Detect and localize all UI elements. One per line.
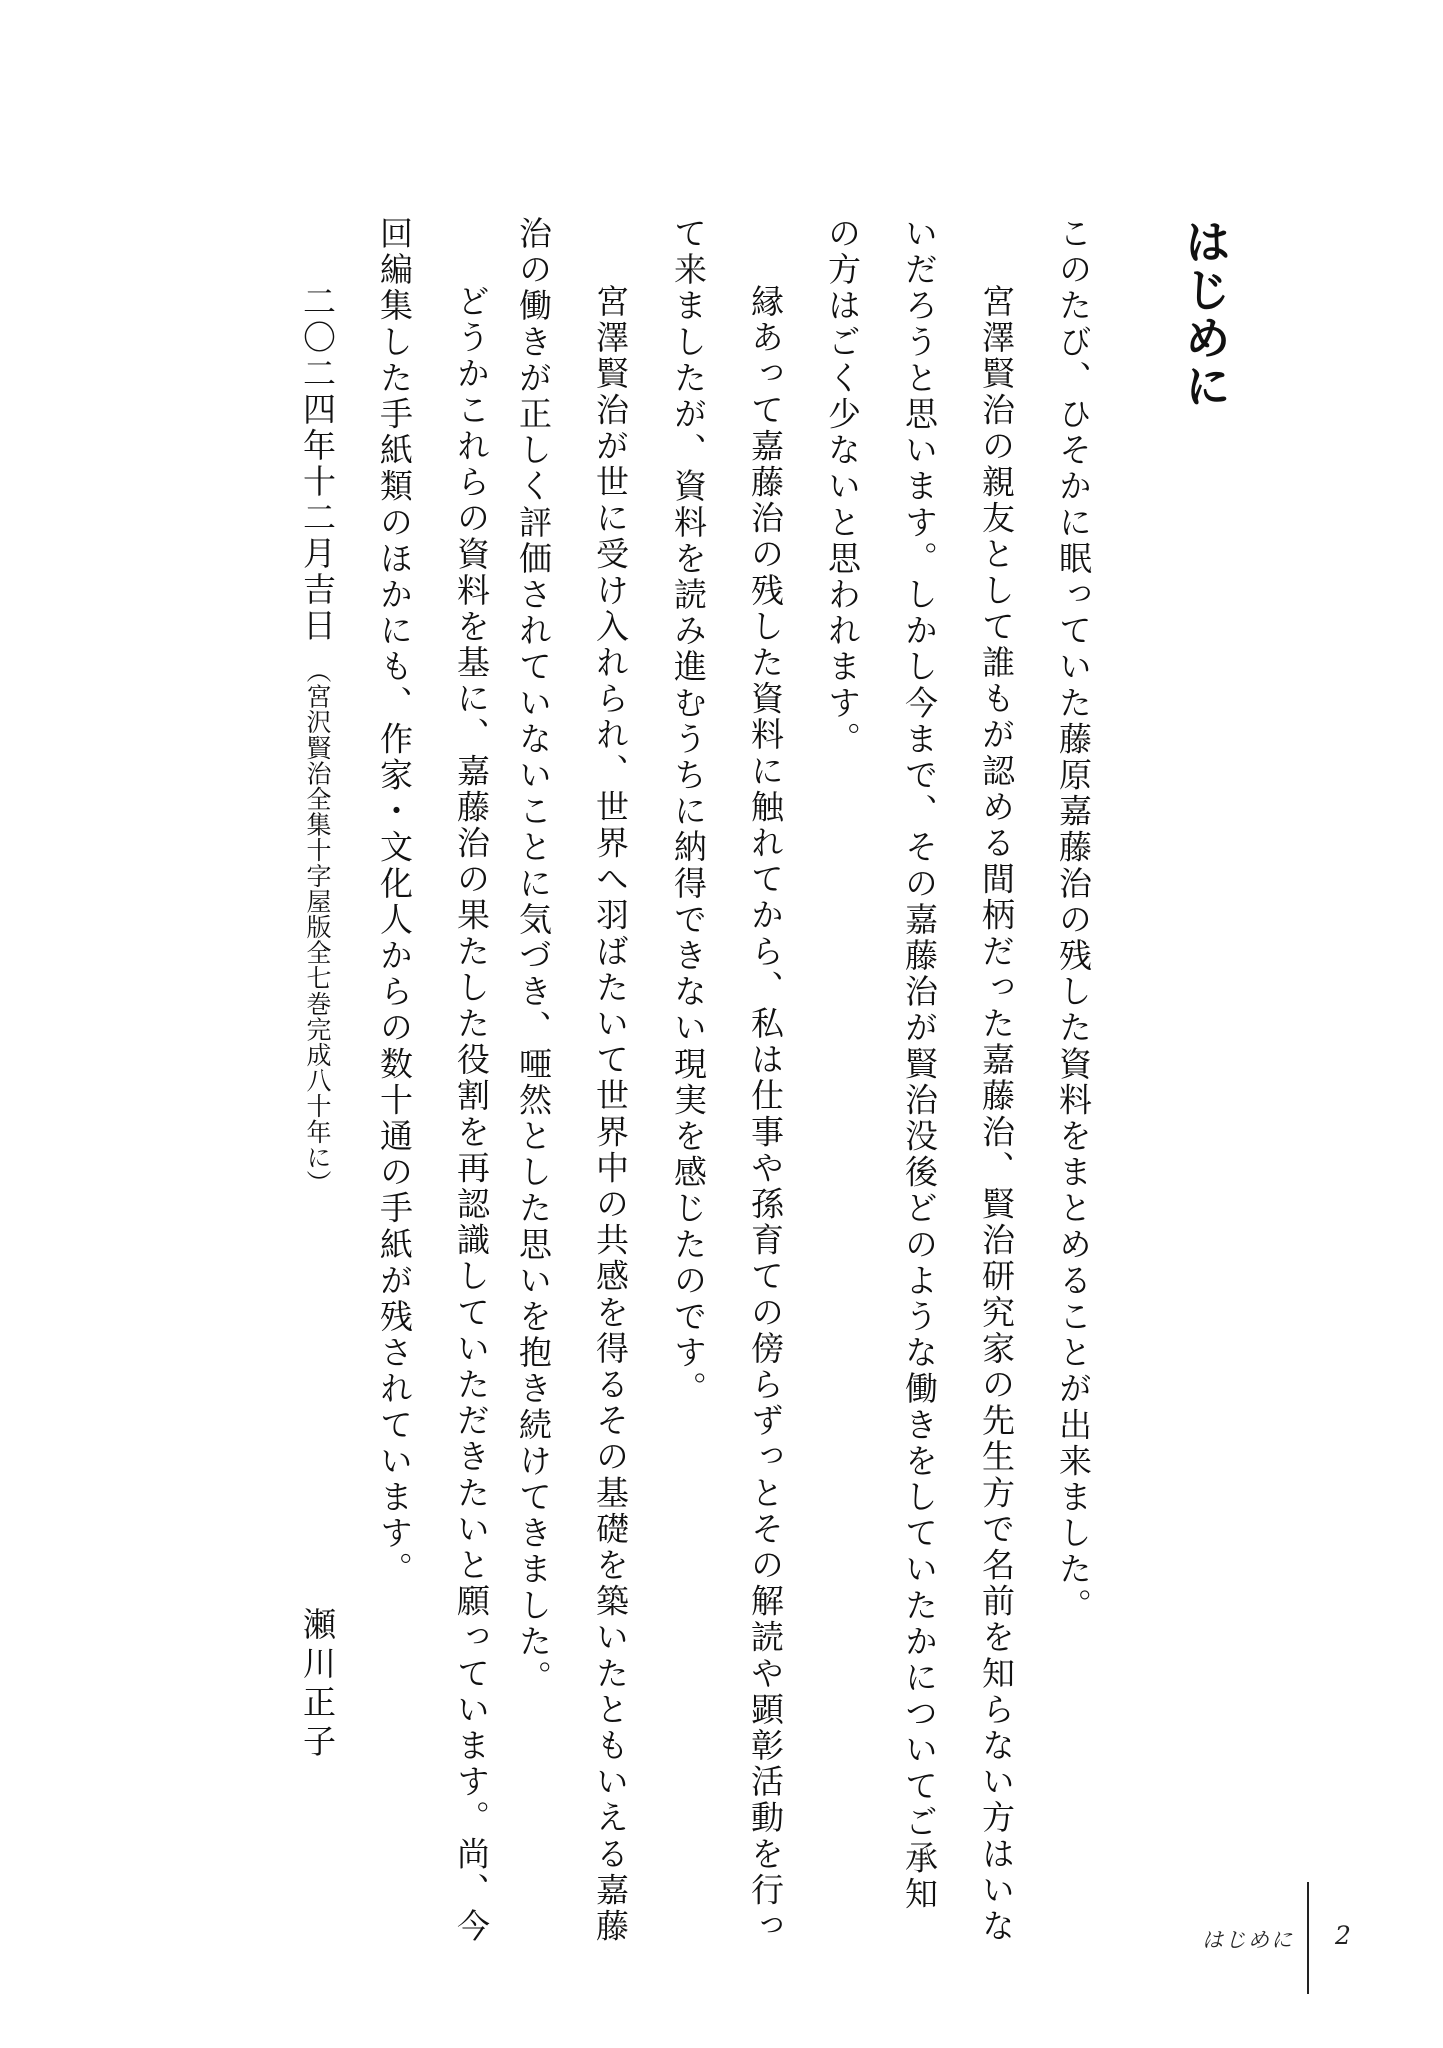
date: 二〇二四年十二月吉日 bbox=[298, 284, 337, 644]
body-line-2: 宮澤賢治の親友として誰もが認める間柄だった嘉藤治、賢治研究家の先生方で名前を知らない方はいな bbox=[977, 284, 1016, 1945]
date-note: （宮沢賢治全集十字屋版全七巻完成八十年に） bbox=[303, 658, 332, 1196]
body-line-6: て来ましたが、資料を読み進むうちに納得できない現実を感じたのです。 bbox=[669, 216, 708, 1408]
body-line-4: の方はごく少ないと思われます。 bbox=[823, 216, 862, 758]
body-line-5: 縁あって嘉藤治の残した資料に触れてから、私は仕事や孫育ての傍らずっとその解読や顕彰活動を行っ bbox=[746, 284, 785, 1945]
body-line-10: 回編集した手紙類のほかにも、作家・文化人からの数十通の手紙が残されています。 bbox=[375, 216, 414, 1588]
body-line-1: このたび、ひそかに眠っていた藤原嘉藤治の残した資料をまとめることが出来ました。 bbox=[1054, 216, 1093, 1624]
footer-divider bbox=[1307, 1882, 1309, 1994]
footer-section-title: はじめに bbox=[1202, 1928, 1294, 1952]
body-line-3: いだろうと思います。しかし今まで、その嘉藤治が賢治没後どのような働きをしていたかについてご承知 bbox=[900, 216, 939, 1913]
page-heading: はじめに bbox=[1178, 218, 1232, 410]
body-line-8: 治の働きが正しく評価されていないことに気づき、唖然とした思いを抱き続けてきました。 bbox=[514, 216, 553, 1697]
body-line-7: 宮澤賢治が世に受け入れられ、世界へ羽ばたいて世界中の共感を得るその基礎を築いたともいえる嘉藤 bbox=[591, 284, 630, 1945]
body-line-9: どうかこれらの資料を基に、嘉藤治の果たした役割を再認識していただきたいと願っています。尚、今 bbox=[452, 284, 491, 1945]
date-line bbox=[298, 284, 337, 1196]
author-name: 瀬川正子 bbox=[298, 1607, 337, 1763]
page-number: 2 bbox=[1335, 1921, 1351, 1950]
